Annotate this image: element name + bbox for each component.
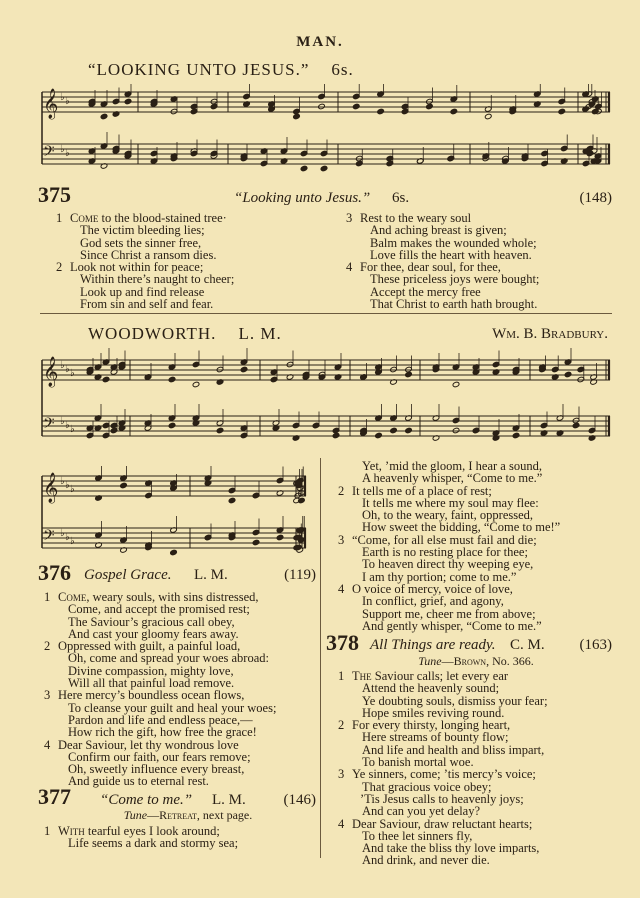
verse-line: Come, and accept the promised rest; — [68, 602, 250, 617]
hymn-meter: L. M. — [212, 792, 246, 808]
verse-line: Accept the mercy free — [370, 284, 481, 299]
svg-text:♭: ♭ — [70, 424, 75, 435]
tune-title-looking-unto-jesus — [88, 60, 354, 80]
verse-number: 2 — [338, 483, 345, 498]
verse-line: 4For thee, dear soul, for thee, — [346, 260, 501, 275]
hymn-375-verses-right — [346, 212, 539, 310]
svg-text:𝄞: 𝄞 — [43, 473, 59, 503]
verse-number: 3 — [338, 532, 345, 547]
svg-text:♭: ♭ — [65, 364, 70, 375]
verse-number: 2 — [56, 260, 63, 275]
music-score-woodworth — [38, 348, 612, 452]
verse-line: And can you yet delay? — [362, 804, 481, 819]
verse-number: 3 — [346, 211, 353, 225]
hymn-377-heading — [38, 784, 316, 810]
verse-line: Since Christ a ransom dies. — [80, 247, 217, 262]
treble-staff — [42, 348, 610, 388]
verse-number: 1 — [338, 669, 345, 683]
hymn-number: 377 — [38, 784, 71, 809]
svg-text:♭: ♭ — [70, 536, 75, 547]
hymn-375-verses-left — [56, 212, 234, 310]
verse-line: In conflict, grief, and agony, — [362, 594, 504, 609]
verse-number: 1 — [44, 590, 51, 604]
verse-line: Pardon and life and endless peace,— — [68, 712, 253, 727]
verse-line: Life seems a dark and stormy sea; — [68, 836, 239, 851]
svg-text:𝄢: 𝄢 — [43, 415, 55, 436]
verse-line: 4O voice of mercy, voice of love, — [338, 581, 513, 596]
svg-text:𝄞: 𝄞 — [43, 357, 59, 387]
tune-meter: 6s. — [331, 60, 354, 79]
tune-title-woodworth — [88, 324, 608, 344]
svg-text:♭: ♭ — [60, 528, 65, 539]
page-header: MAN. — [296, 34, 344, 50]
verse-line: To heaven direct thy weeping eye, — [362, 557, 534, 572]
verse-line: From sin and self and fear. — [80, 297, 214, 312]
verse-line: God sets the sinner free, — [80, 235, 202, 250]
hymn-377-verses — [44, 825, 238, 850]
svg-text:𝄢: 𝄢 — [43, 527, 55, 548]
bass-staff — [42, 516, 306, 556]
svg-text:♭: ♭ — [65, 420, 70, 431]
hymn-376-verses — [44, 591, 276, 788]
verse-line: And cast your gloomy fears away. — [68, 626, 239, 641]
verse-line: Confirm our faith, our fears remove; — [68, 749, 251, 764]
hymn-378-heading — [326, 630, 612, 656]
verse-line: The Saviour’s gracious call obey, — [68, 614, 235, 629]
verse-line: Within there’s naught to cheer; — [80, 272, 235, 287]
verse-number: 2 — [338, 718, 345, 733]
svg-text:♭: ♭ — [60, 416, 65, 427]
hymn-number: 376 — [38, 560, 71, 585]
svg-text:♭: ♭ — [65, 148, 70, 159]
hymn-reference: (119) — [284, 567, 316, 583]
hymn-meter: C. M. — [510, 637, 545, 653]
verse-line: 4Dear Saviour, let thy wondrous love — [44, 737, 239, 752]
hymn-meter: L. M. — [194, 567, 228, 583]
verse-line: That Christ to earth hath brought. — [370, 297, 538, 312]
hymn-378-verses — [338, 670, 548, 867]
verse-line: 3Here mercy’s boundless ocean flows, — [44, 688, 245, 703]
verse-line: 3Rest to the weary soul — [346, 211, 472, 225]
verse-line: Earth is no resting place for thee; — [362, 545, 528, 560]
verse-line: Hope smiles reviving round. — [362, 705, 505, 720]
verse-line: 1With tearful eyes I look around; — [44, 824, 220, 838]
verse-line: Here streams of bounty flow; — [362, 730, 509, 745]
verse-line: I am thy portion; come to me.” — [362, 569, 517, 584]
verse-line: And aching breast is given; — [370, 223, 507, 238]
hymn-376-heading — [38, 560, 316, 586]
verse-line: Yet, ’mid the gloom, I hear a sound, — [362, 459, 542, 473]
verse-line: And take the bliss thy love imparts, — [362, 841, 540, 856]
treble-staff — [42, 466, 306, 504]
hymn-reference: (148) — [579, 190, 612, 206]
hymn-title: Gospel Grace. — [84, 567, 172, 583]
hymn-reference: (146) — [283, 792, 316, 808]
verse-line: Balm makes the wounded whole; — [370, 235, 537, 250]
svg-text:♭: ♭ — [65, 532, 70, 543]
verse-number: 4 — [346, 260, 353, 275]
treble-staff — [42, 84, 610, 120]
svg-text:♭: ♭ — [70, 484, 75, 495]
verse-line: 2For every thirsty, longing heart, — [338, 718, 511, 733]
verse-line: That gracious voice obey; — [362, 779, 492, 794]
verse-line: Love fills the heart with heaven. — [370, 247, 532, 262]
verse-line: Oh, to the weary, faint, oppressed, — [362, 508, 534, 523]
music-score-woodworth-continued — [38, 466, 308, 558]
verse-number: 1 — [44, 824, 51, 838]
svg-text:♭: ♭ — [65, 96, 70, 107]
verse-line: Divine compassion, mighty love, — [68, 663, 234, 678]
tune-name: “LOOKING UNTO JESUS.” — [88, 60, 310, 79]
hymn-meter: 6s. — [392, 190, 410, 206]
svg-text:♭: ♭ — [60, 476, 65, 487]
hymn-title: “Come to me.” — [100, 792, 193, 808]
tune-composer: Wm. B. Bradbury. — [492, 326, 608, 342]
hymn-377-tune: Tune—Retreat, next page. — [123, 808, 253, 822]
verse-number: 2 — [44, 639, 51, 654]
verse-number: 3 — [338, 767, 345, 782]
verse-line: Look up and find release — [80, 284, 205, 299]
svg-text:𝄢: 𝄢 — [43, 143, 55, 164]
verse-line: 1Come to the blood-stained tree· — [56, 211, 227, 225]
verse-line: Ye doubting souls, dismiss your fear; — [362, 693, 548, 708]
tune-meter: L. M. — [238, 324, 282, 343]
verse-line: 2It tells me of a place of rest; — [338, 483, 492, 498]
verse-line: 1Come, weary souls, with sins distressed, — [44, 590, 259, 604]
verse-line: It tells me where my soul may flee: — [362, 495, 539, 510]
verse-line: 2Look not within for peace; — [56, 260, 204, 275]
verse-line: To banish mortal woe. — [362, 755, 474, 770]
svg-text:♭: ♭ — [60, 360, 65, 371]
verse-line: 2Oppressed with guilt, a painful load, — [44, 639, 241, 654]
bass-staff — [42, 132, 610, 172]
hymn-number: 378 — [326, 630, 359, 655]
section-divider — [40, 313, 612, 314]
svg-text:♭: ♭ — [60, 144, 65, 155]
svg-text:♭: ♭ — [60, 92, 65, 103]
tune-name: WOODWORTH. — [88, 324, 217, 343]
verse-line: How sweet the bidding, “Come to me!” — [362, 520, 561, 535]
verse-number: 3 — [44, 688, 51, 703]
verse-line: And drink, and never die. — [362, 853, 490, 868]
verse-line: Support me, cheer me from above; — [362, 606, 536, 621]
verse-line: These priceless joys were bought; — [370, 272, 540, 287]
hymn-title: All Things are ready. — [370, 637, 496, 653]
verse-line: Oh, come and spread your woes abroad: — [68, 651, 269, 666]
hymn-378-tune: Tune—Brown, No. 366. — [418, 654, 534, 668]
verse-line: ’Tis Jesus calls to heavenly joys; — [360, 791, 524, 806]
verse-line: And gently whisper, “Come to me.” — [362, 618, 542, 633]
verse-line: How rich the gift, how free the grace! — [68, 725, 257, 740]
verse-line: Will all that painful load remove. — [68, 676, 235, 691]
hymn-375-heading — [38, 182, 612, 208]
hymn-number: 375 — [38, 182, 71, 207]
bass-staff — [42, 404, 610, 441]
column-divider — [320, 458, 321, 858]
verse-line: 3Ye sinners, come; ’tis mercy’s voice; — [338, 767, 536, 782]
verse-line: A heavenly whisper, “Come to me.” — [362, 471, 543, 486]
verse-line: Oh, sweetly influence every breast, — [68, 762, 245, 777]
verse-line: And guide us to eternal rest. — [68, 774, 209, 789]
svg-text:𝄞: 𝄞 — [43, 89, 59, 119]
verse-line: 4Dear Saviour, draw reluctant hearts; — [338, 816, 533, 831]
verse-line: And life and health and bliss impart, — [362, 742, 545, 757]
hymn-377-verses-continued — [338, 460, 560, 632]
svg-text:♭: ♭ — [65, 480, 70, 491]
svg-text:♭: ♭ — [70, 368, 75, 379]
verse-line: Attend the heavenly sound; — [362, 681, 500, 696]
verse-line: To thee let sinners fly, — [362, 828, 473, 843]
verse-line: 3“Come, for all else must fail and die; — [338, 532, 537, 547]
verse-line: The victim bleeding lies; — [80, 223, 205, 238]
verse-line: 1The Saviour calls; let every ear — [338, 669, 509, 683]
verse-number: 4 — [338, 816, 345, 831]
verse-number: 1 — [56, 211, 63, 225]
hymn-title: “Looking unto Jesus.” — [234, 190, 371, 206]
verse-number: 4 — [44, 737, 51, 752]
verse-number: 4 — [338, 581, 345, 596]
music-score-looking-unto-jesus — [38, 84, 612, 174]
hymn-reference: (163) — [579, 637, 612, 653]
verse-line: To cleanse your guilt and heal your woes; — [68, 700, 277, 715]
